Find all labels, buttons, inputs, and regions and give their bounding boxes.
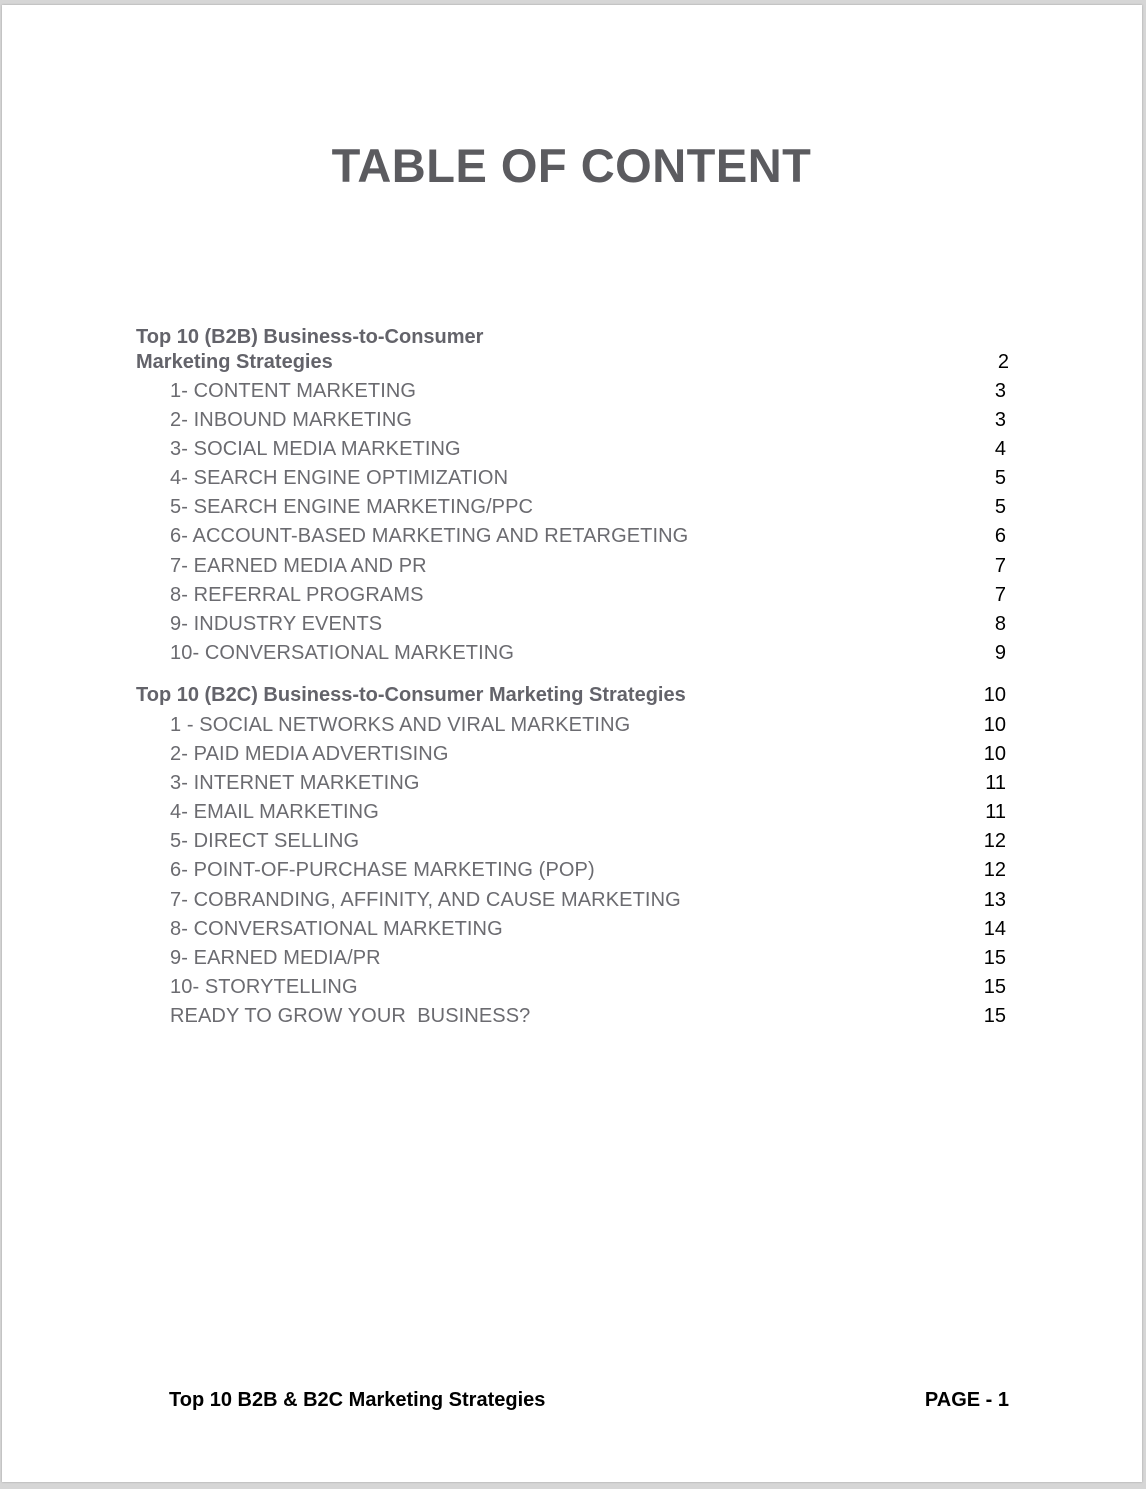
- toc-item-page: 7: [994, 555, 1006, 577]
- toc-item-label: 8- CONVERSATIONAL MARKETING: [170, 918, 503, 940]
- toc-item-label: 5- SEARCH ENGINE MARKETING/PPC: [170, 496, 534, 518]
- toc-item-label: 5- DIRECT SELLING: [170, 830, 360, 852]
- toc-item[interactable]: [0, 919, 1143, 945]
- toc-section-page-b2b: 2: [997, 351, 1009, 373]
- toc-item-page: 5: [994, 467, 1006, 489]
- toc-item-label: 7- COBRANDING, AFFINITY, AND CAUSE MARKETING: [170, 889, 681, 911]
- toc-item-page: 11: [985, 801, 1006, 823]
- toc-item-label: 10- STORYTELLING: [170, 976, 358, 998]
- toc-item[interactable]: [0, 614, 1143, 640]
- toc-item[interactable]: [0, 497, 1143, 523]
- footer-document-title: Top 10 B2B & B2C Marketing Strategies: [169, 1389, 546, 1411]
- toc-item[interactable]: [0, 715, 1143, 741]
- toc-item-page: 6: [994, 525, 1006, 547]
- toc-item-label: 6- POINT-OF-PURCHASE MARKETING (POP): [170, 859, 595, 881]
- toc-item-page: 12: [983, 859, 1006, 881]
- toc-item-page: 9: [994, 642, 1006, 664]
- toc-item-page: 11: [985, 772, 1006, 794]
- toc-item[interactable]: [0, 744, 1143, 770]
- toc-item-label: 6- ACCOUNT-BASED MARKETING AND RETARGETING: [170, 525, 689, 547]
- toc-section-heading-b2c[interactable]: [0, 685, 1143, 711]
- toc-item-page: 8: [994, 613, 1006, 635]
- toc-item[interactable]: [0, 890, 1143, 916]
- toc-item-label: 2- PAID MEDIA ADVERTISING: [170, 743, 449, 765]
- toc-item-page: 14: [983, 918, 1006, 940]
- toc-item-label: 8- REFERRAL PROGRAMS: [170, 584, 424, 606]
- toc-item-label: 9- INDUSTRY EVENTS: [170, 613, 383, 635]
- toc-item[interactable]: [0, 948, 1143, 974]
- toc-item[interactable]: [0, 1006, 1143, 1032]
- toc-item[interactable]: [0, 468, 1143, 494]
- toc-item-page: 13: [983, 889, 1006, 911]
- toc-item-label: 10- CONVERSATIONAL MARKETING: [170, 642, 514, 664]
- toc-item[interactable]: [0, 977, 1143, 1003]
- toc-item[interactable]: [0, 802, 1143, 828]
- toc-item-page: 15: [983, 1005, 1006, 1027]
- toc-item[interactable]: [0, 585, 1143, 611]
- toc-item-page: 15: [983, 947, 1006, 969]
- toc-item-label: READY TO GROW YOUR BUSINESS?: [170, 1005, 531, 1027]
- toc-item-page: 3: [994, 409, 1006, 431]
- toc-item-label: 4- SEARCH ENGINE OPTIMIZATION: [170, 467, 509, 489]
- footer-page-number: PAGE - 1: [924, 1389, 1009, 1411]
- toc-item-page: 10: [983, 743, 1006, 765]
- toc-item[interactable]: [0, 526, 1143, 552]
- toc-item-page: 15: [983, 976, 1006, 998]
- toc-item-label: 3- INTERNET MARKETING: [170, 772, 420, 794]
- toc-item-page: 5: [994, 496, 1006, 518]
- toc-item-label: 1- CONTENT MARKETING: [170, 380, 417, 402]
- toc-item[interactable]: [0, 860, 1143, 886]
- toc-item[interactable]: [0, 643, 1143, 669]
- toc-item[interactable]: [0, 410, 1143, 436]
- toc-item-label: 7- EARNED MEDIA AND PR: [170, 555, 427, 577]
- toc-section-heading-b2b[interactable]: Top 10 (B2B) Business-to-Consumer: [136, 326, 484, 348]
- toc-item-page: 12: [983, 830, 1006, 852]
- page-title: TABLE OF CONTENT: [331, 139, 812, 192]
- toc-item-label: 2- INBOUND MARKETING: [170, 409, 413, 431]
- toc-item-page: 10: [983, 714, 1006, 736]
- toc-item-label: 3- SOCIAL MEDIA MARKETING: [170, 438, 461, 460]
- toc-section-heading-label: Top 10 (B2C) Business-to-Consumer Marketing Strategies: [136, 684, 686, 706]
- toc-item[interactable]: [0, 439, 1143, 465]
- toc-section-page: 10: [983, 684, 1006, 706]
- toc-item-page: 7: [994, 584, 1006, 606]
- toc-item[interactable]: [0, 831, 1143, 857]
- toc-item[interactable]: [0, 773, 1143, 799]
- toc-item-label: 9- EARNED MEDIA/PR: [170, 947, 381, 969]
- toc-section-heading-b2b-line2[interactable]: Marketing Strategies: [136, 351, 333, 373]
- toc-item-page: 3: [994, 380, 1006, 402]
- toc-item[interactable]: [0, 556, 1143, 582]
- toc-item[interactable]: [0, 381, 1143, 407]
- toc-item-page: 4: [994, 438, 1006, 460]
- toc-item-label: 4- EMAIL MARKETING: [170, 801, 379, 823]
- toc-item-label: 1 - SOCIAL NETWORKS AND VIRAL MARKETING: [170, 714, 631, 736]
